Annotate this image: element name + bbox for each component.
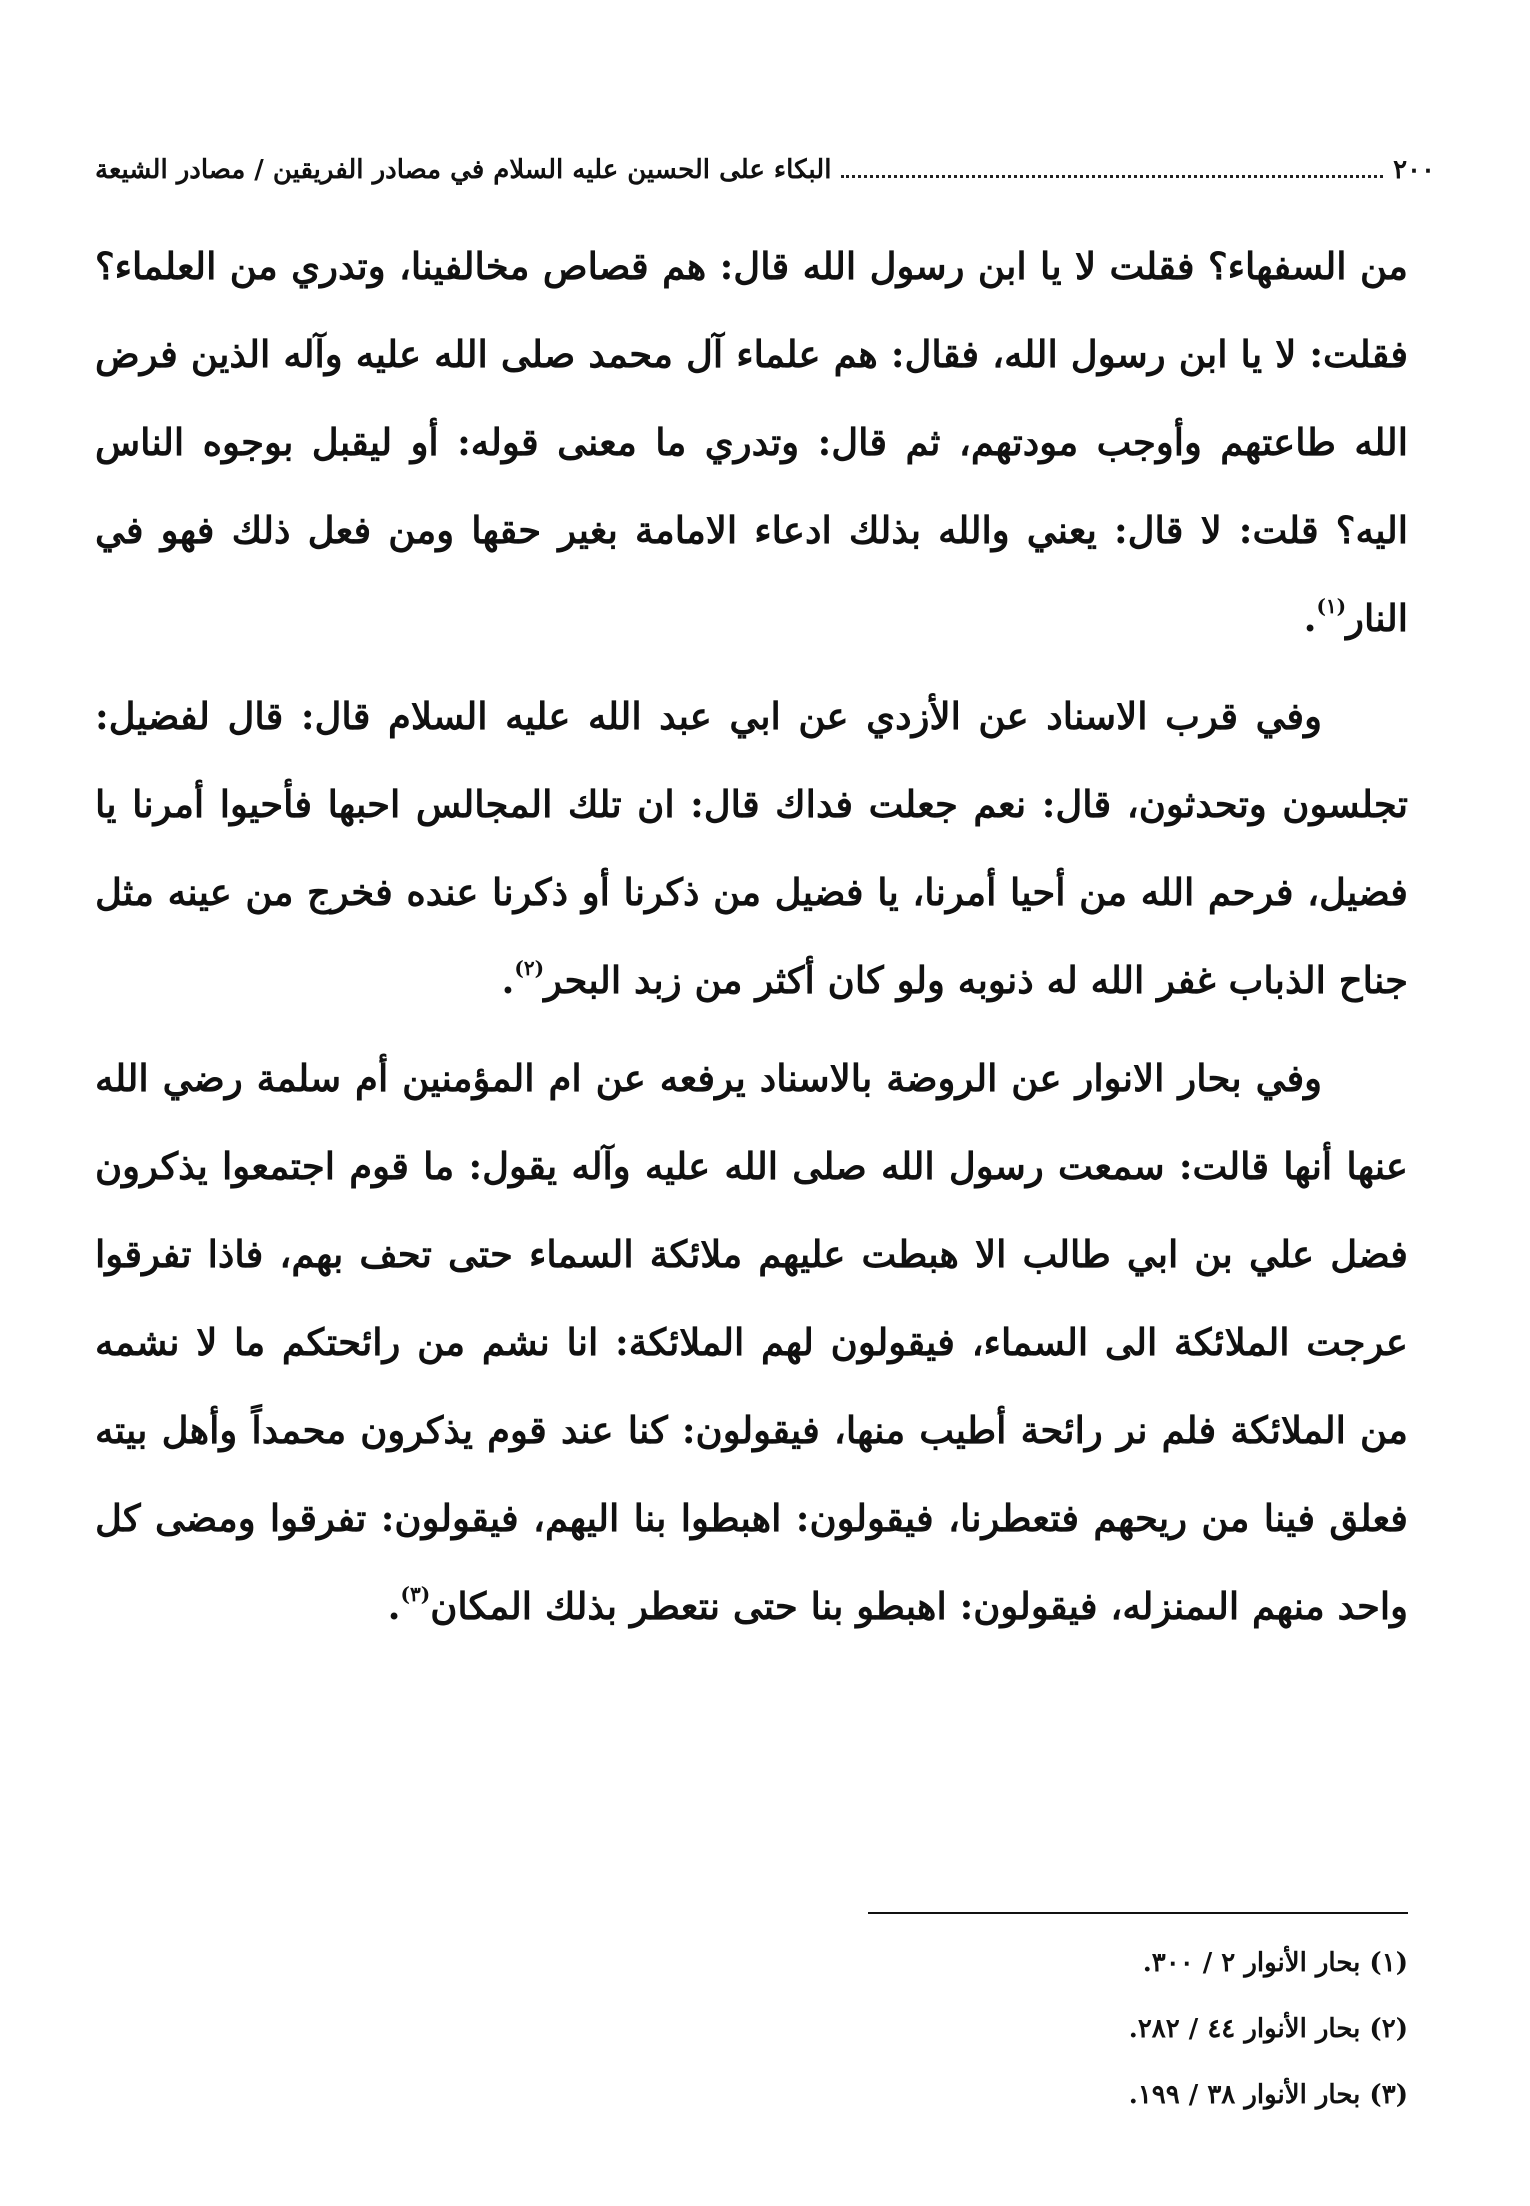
paragraph [95,672,1408,1024]
paragraph [95,222,1408,662]
footnotes [95,1930,1408,2128]
footnote-separator [868,1912,1408,1914]
footnote-item: (١) بحار الأنوار ٢ / ٣٠٠. [1142,1948,1408,1978]
dotted-leader [841,175,1383,178]
paragraph-text: وفي قرب الاسناد عن الأزدي عن ابي عبد الله عليه السلام قال: قال لفضيل: تجلسون وتحدثون، قال: نعم جعلت فداك قال: ان تلك المجالس احبها فأحيوا أمرنا يا فضيل، فرحم الله من أحيا أمرنا، يا فضيل من ذكرنا أو ذكرنا عنده فخرج من عينه مثل جناح الذباب غفر الله له ذنوبه ولو كان أكثر من زبد البحر [95,694,1408,1002]
paragraph-end: . [387,1584,401,1628]
paragraph [95,1034,1408,1650]
paragraph-text: من السفهاء؟ فقلت لا يا ابن رسول الله قال: هم قصاص مخالفينا، وتدري من العلماء؟ فقلت: لا يا ابن رسول الله، فقال: هم علماء آل محمد صلى الله عليه وآله الذين فرض الله طاعتهم وأوجب مودتهم، ثم قال: وتدري ما معنى قوله: أو ليقبل بوجوه الناس اليه؟ قلت: لا قال: يعني والله بذلك ادعاء الامامة بغير حقها ومن فعل ذلك فهو في النار [95,244,1408,640]
paragraph-text: وفي بحار الانوار عن الروضة بالاسناد يرفعه عن ام المؤمنين أم سلمة رضي الله عنها أنها قالت: سمعت رسول الله صلى الله عليه وآله يقول: ما قوم اجتمعوا يذكرون فضل علي بن ابي طالب الا هبطت عليهم ملائكة السماء حتى تحف بهم، فاذا تفرقوا عرجت الملائكة الى السماء، فيقولون لهم الملائكة: انا نشم من رائحتكم ما لا نشمه من الملائكة فلم نر رائحة أطيب منها، فيقولون: كنا عند قوم يذكرون محمداً وأهل بيته فعلق فينا من ريحهم فتعطرنا، فيقولون: اهبطوا بنا اليهم، فيقولون: تفرقوا ومضى كل واحد منهم الىمنزله، فيقولون: اهبطو بنا حتى نتعطر بذلك المكان [95,1056,1408,1628]
footnote-item: (٢) بحار الأنوار ٤٤ / ٢٨٢. [1128,2014,1408,2044]
footnote-ref: (١) [1316,594,1347,618]
running-header [95,148,1435,192]
footnote-ref: (٣) [400,1582,431,1606]
paragraph-end: . [1303,596,1317,640]
running-title: البكاء على الحسين عليه السلام في مصادر الفريقين / مصادر الشيعة [95,155,832,185]
footnote-item: (٣) بحار الأنوار ٣٨ / ١٩٩. [1128,2080,1408,2110]
footnote-ref: (٢) [514,956,545,980]
paragraph-end: . [501,958,515,1002]
page-number: ٢٠٠ [1393,155,1435,185]
body-text [95,222,1408,1660]
